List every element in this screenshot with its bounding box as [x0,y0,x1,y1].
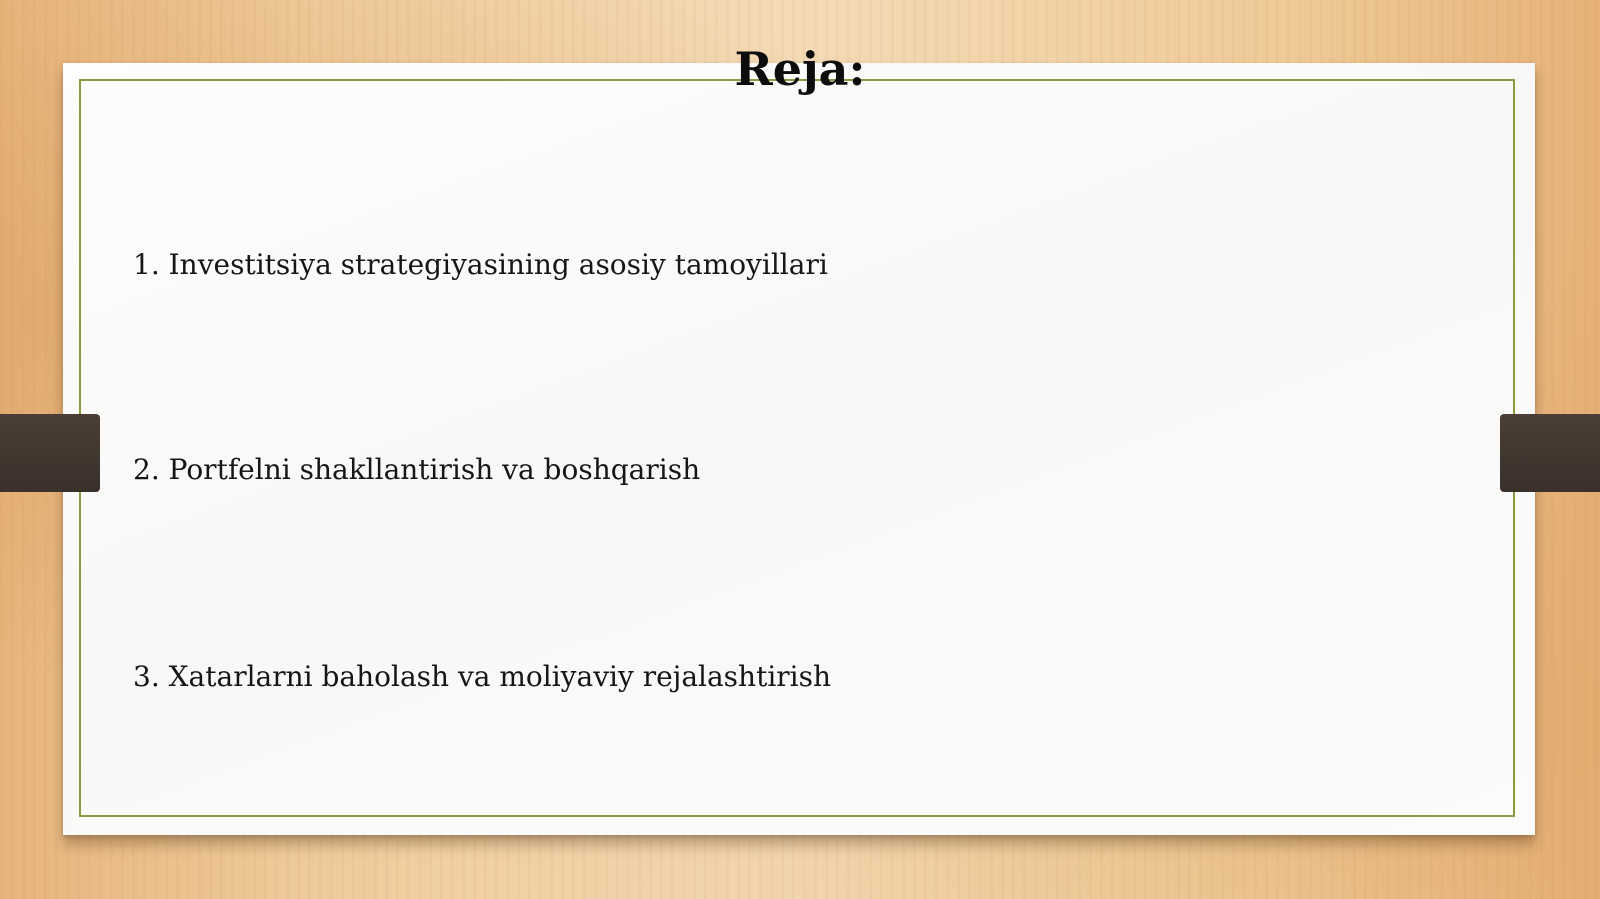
slide-frame-border [79,79,1515,817]
slide-paper [63,63,1535,835]
agenda-item-3: 3. Xatarlarni baholash va moliyaviy rejalashtirish [133,660,832,693]
right-binder-clip [1500,414,1600,492]
left-binder-clip [0,414,100,492]
agenda-item-1: 1. Investitsiya strategiyasining asosiy tamoyillari [133,248,828,281]
slide-title: Reja: [734,42,866,96]
agenda-item-2: 2. Portfelni shakllantirish va boshqarish [133,453,701,486]
